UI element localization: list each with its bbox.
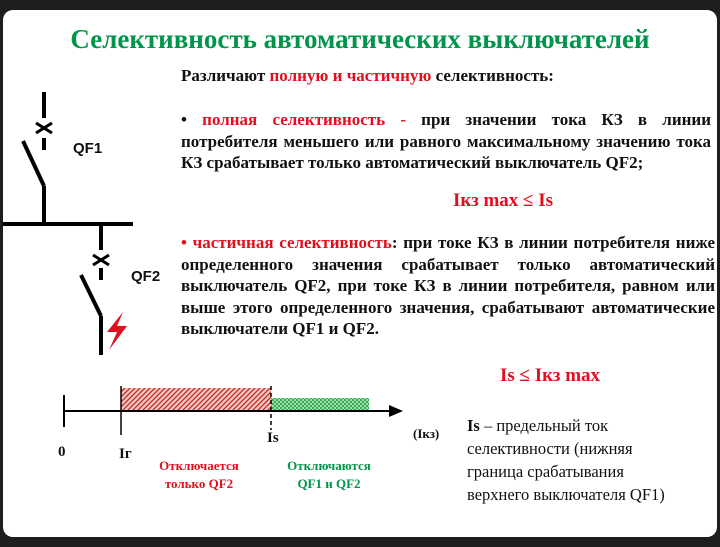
- intro-highlight: полную и частичную: [269, 66, 432, 85]
- slide: [3, 10, 717, 537]
- partial-selectivity-formula: Is ≤ Iкз max: [500, 365, 601, 386]
- zone-qf2-only-caption: [143, 457, 255, 493]
- note-line: селективности (нижняя: [467, 439, 633, 458]
- note-line: [467, 414, 717, 437]
- full-selectivity-formula: Iкз max ≤ Is: [453, 190, 554, 211]
- axis-arrow-icon: [389, 405, 403, 417]
- full-selectivity-text: при значении тока КЗ в линии потребителя меньшего или равного максимальному значению тока КЗ срабатывает только автоматический выключатель QF2;: [181, 110, 711, 172]
- page-title: Селективность автоматических выключателей: [70, 24, 650, 54]
- axis-zero-label: 0: [58, 444, 66, 460]
- partial-selectivity-term: частичная селективность: [192, 233, 392, 252]
- full-selectivity-term: полная селективность -: [202, 110, 406, 129]
- bullet: •: [181, 233, 187, 252]
- intro-before: Различают: [181, 66, 270, 85]
- zone-qf1-qf2-caption: [269, 457, 389, 493]
- axis-ir-label: Iг: [119, 446, 132, 462]
- note-line: верхнего выключателя QF1): [467, 485, 665, 504]
- bullet: •: [181, 110, 187, 129]
- intro-text: [181, 66, 554, 86]
- qf2-switch: [81, 224, 109, 355]
- full-selectivity-paragraph: [181, 109, 711, 174]
- qf1-label: QF1: [73, 140, 103, 157]
- note-line1: – предельный ток: [479, 416, 609, 435]
- intro-after: селективность:: [431, 66, 554, 85]
- qf2-label: QF2: [131, 268, 161, 285]
- caption-line: Отключается: [159, 458, 239, 473]
- caption-line: QF1 и QF2: [297, 476, 361, 491]
- note-term: Is: [467, 416, 480, 435]
- axis-ikz-label: (Iкз): [413, 426, 440, 441]
- zone-qf1-and-qf2: [271, 398, 369, 412]
- caption-line: только QF2: [164, 476, 234, 491]
- note-line: граница срабатывания: [467, 462, 624, 481]
- fault-lightning-icon: [107, 312, 127, 350]
- partial-selectivity-text: : при токе КЗ в линии потребителя ниже определенного значения срабатывает только автоматический выключатель QF2, при токе КЗ в линии потребителя, равном или выше этого определенного значения, срабатывают автоматические выключатели QF1 и QF2.: [181, 233, 716, 338]
- caption-line: Отключаются: [287, 458, 371, 473]
- qf1-switch: [23, 92, 52, 224]
- is-definition-note: [467, 414, 717, 506]
- partial-selectivity-paragraph: [181, 232, 715, 340]
- zone-qf2-only: [121, 388, 271, 412]
- axis-is-label: Is: [267, 430, 279, 446]
